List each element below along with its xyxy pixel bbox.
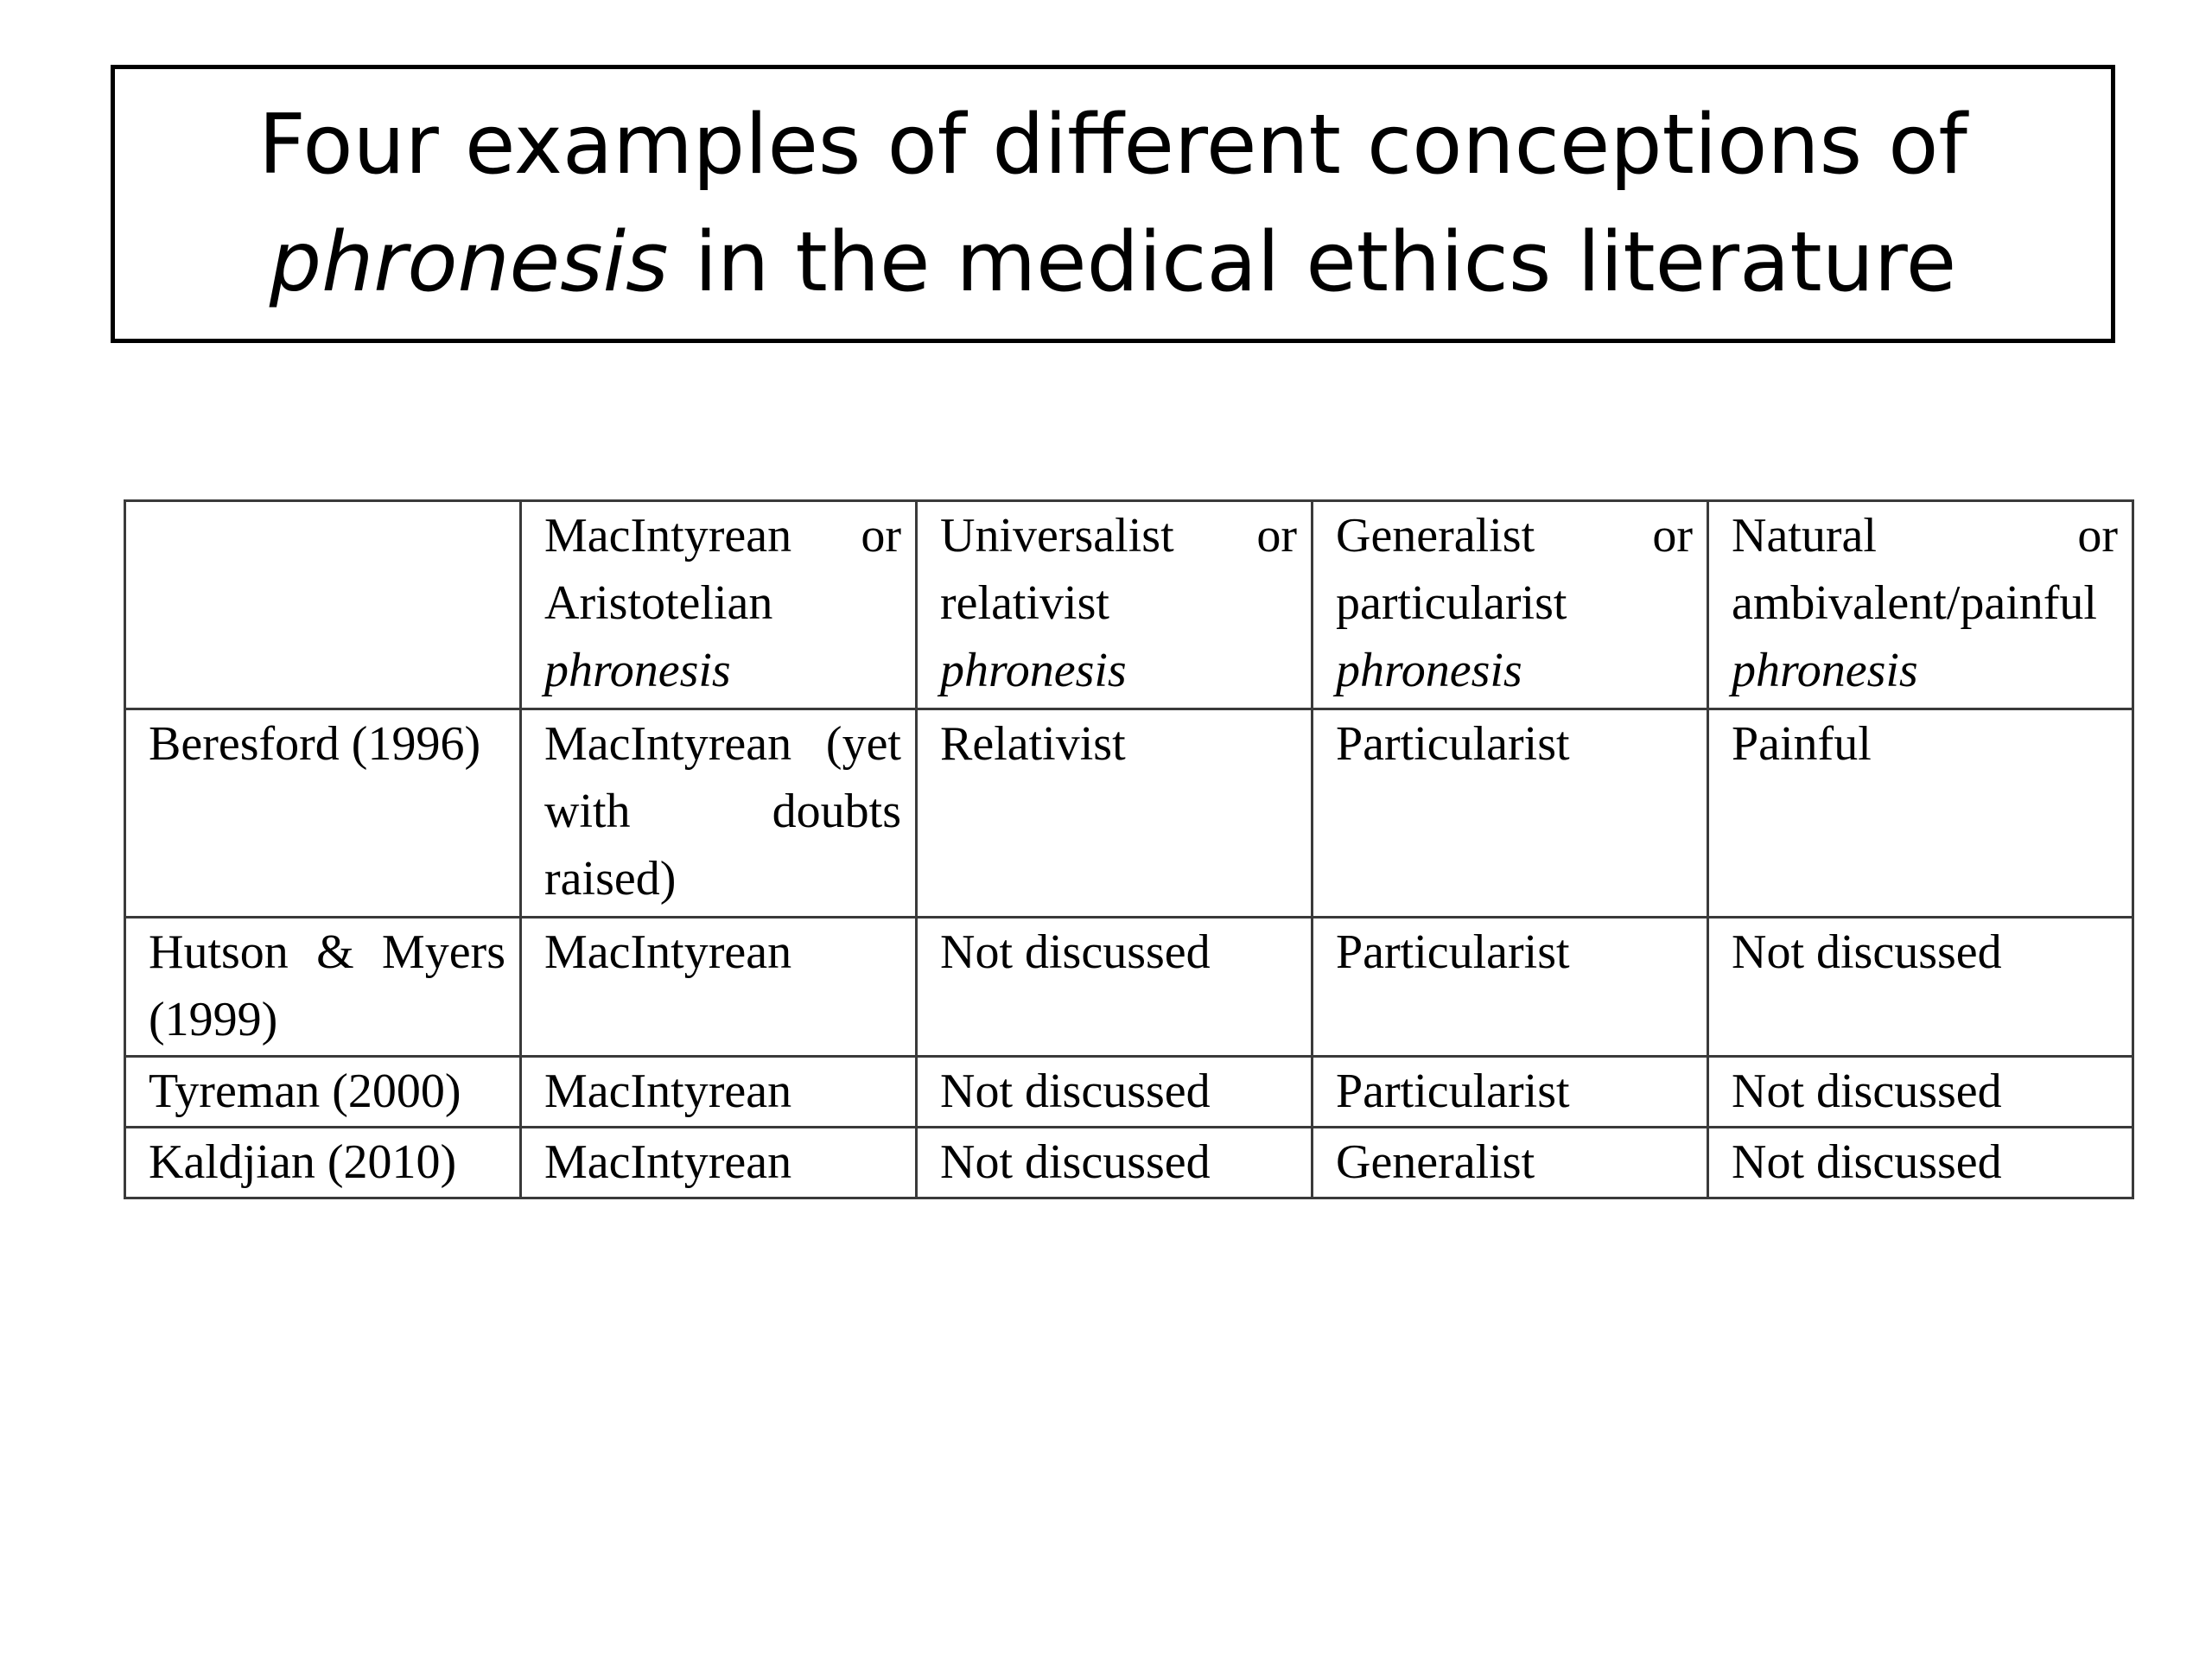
macintyrean-text: with doubts [544, 785, 901, 838]
table-row [125, 918, 2133, 1057]
table-row [125, 709, 2133, 918]
macintyrean-text: MacIntyrean (yet [544, 717, 901, 771]
author-text: (1999) [149, 993, 278, 1046]
generalist-cell: Particularist [1313, 709, 1708, 918]
title-line-2-rest: in the medical ethics literature [668, 215, 1957, 310]
author-cell [125, 709, 521, 918]
natural-cell: Not discussed [1708, 918, 2133, 1057]
header-cell-italic-term: phronesis [1336, 644, 1522, 697]
header-cell-text: particularist [1336, 576, 1567, 630]
author-text: Beresford (1996) [149, 717, 481, 771]
author-cell [125, 918, 521, 1057]
universalist-cell: Not discussed [917, 1057, 1313, 1128]
header-cell-text: MacIntyrean or [544, 509, 901, 563]
universalist-cell: Not discussed [917, 918, 1313, 1057]
generalist-cell: Particularist [1313, 918, 1708, 1057]
phronesis-comparison-table [124, 499, 2134, 1199]
slide-title [111, 65, 2115, 343]
natural-cell: Not discussed [1708, 1128, 2133, 1198]
header-cell-natural [1708, 501, 2133, 709]
header-cell-text: Aristotelian [544, 576, 773, 630]
macintyrean-cell [521, 709, 917, 918]
header-cell-text: ambivalent/painful [1732, 576, 2097, 630]
author-cell: Kaldjian (2010) [125, 1128, 521, 1198]
header-cell-generalist [1313, 501, 1708, 709]
generalist-cell: Generalist [1313, 1128, 1708, 1198]
generalist-cell: Particularist [1313, 1057, 1708, 1128]
universalist-cell: Not discussed [917, 1128, 1313, 1198]
author-cell: Tyreman (2000) [125, 1057, 521, 1128]
natural-cell: Painful [1708, 709, 2133, 918]
header-cell-text: relativist [940, 576, 1109, 630]
macintyrean-text: raised) [544, 852, 677, 906]
author-text: Hutson & Myers [149, 925, 505, 979]
header-cell-italic-term: phronesis [1732, 644, 1918, 697]
header-cell-italic-term: phronesis [940, 644, 1127, 697]
header-cell-text: Generalist or [1336, 509, 1693, 563]
header-corner-cell [125, 501, 521, 709]
macintyrean-cell: MacIntyrean [521, 1057, 917, 1128]
natural-cell: Not discussed [1708, 1057, 2133, 1128]
universalist-cell: Relativist [917, 709, 1313, 918]
table-row [125, 1057, 2133, 1128]
title-line-2 [270, 204, 1956, 321]
header-cell-italic-term: phronesis [544, 644, 731, 697]
header-cell-macintyrean [521, 501, 917, 709]
header-cell-text: Universalist or [940, 509, 1297, 563]
table-header-row [125, 501, 2133, 709]
macintyrean-cell: MacIntyrean [521, 1128, 917, 1198]
title-italic-term: phronesis [269, 215, 669, 310]
title-line-1: Four examples of different conceptions of [258, 98, 1967, 193]
table-row [125, 1128, 2133, 1198]
header-cell-text: Natural or [1732, 509, 2118, 563]
header-cell-universalist [917, 501, 1313, 709]
macintyrean-cell: MacIntyrean [521, 918, 917, 1057]
